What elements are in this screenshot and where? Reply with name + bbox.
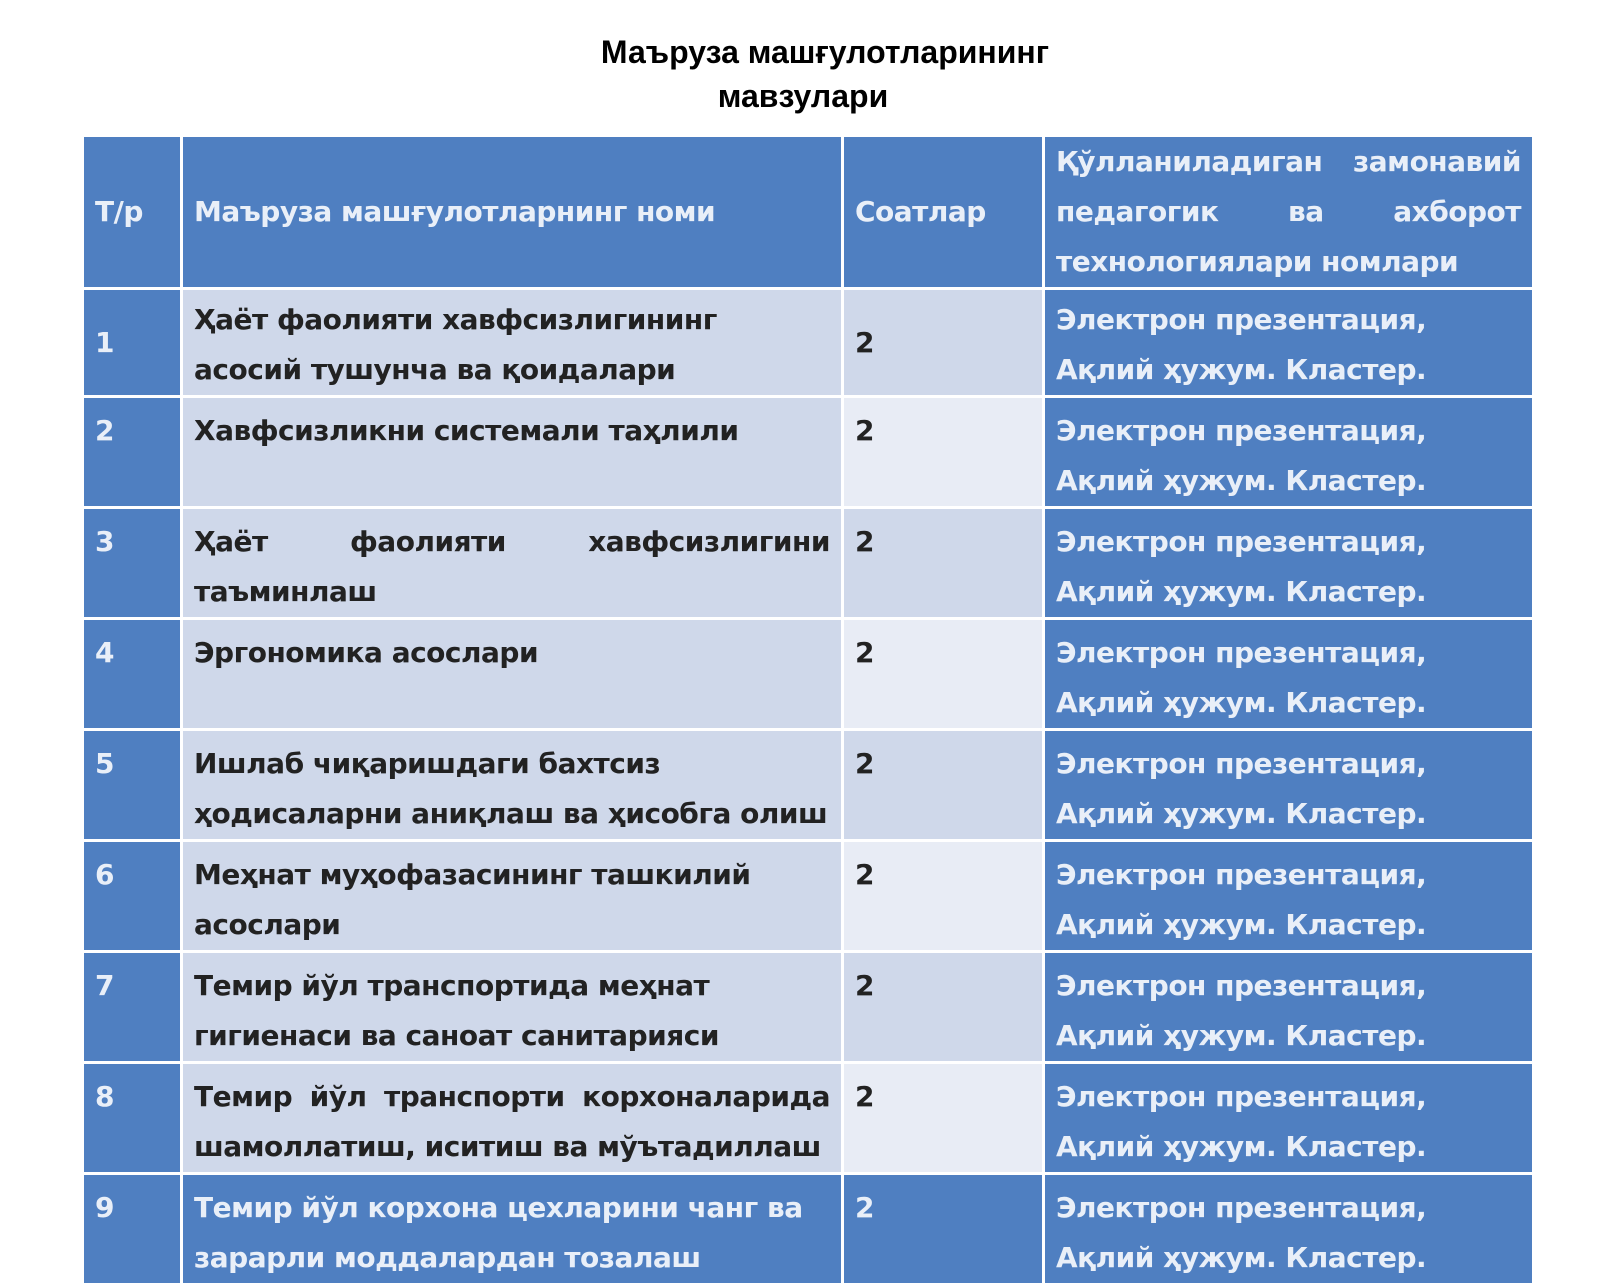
- row-hours: 2: [844, 1064, 1042, 1172]
- table-row: [84, 290, 1532, 395]
- row-number: 9: [84, 1175, 180, 1283]
- table-row: [84, 842, 1532, 950]
- row-number: 4: [84, 620, 180, 728]
- row-technologies: Электрон презентация, Ақлий ҳужум. Кластер.: [1045, 842, 1532, 950]
- table-row: [84, 509, 1532, 617]
- row-hours: 2: [844, 842, 1042, 950]
- header-technologies: Қўлланиладиган замонавий педагогик ва ахборот технологиялари номлари: [1045, 137, 1532, 287]
- row-lecture-name: Ишлаб чиқаришдаги бахтсиз ҳодисаларни аниқлаш ва ҳисобга олиш: [183, 731, 841, 839]
- row-technologies: Электрон презентация, Ақлий ҳужум. Кластер.: [1045, 620, 1532, 728]
- row-technologies: Электрон презентация, Ақлий ҳужум. Кластер.: [1045, 509, 1532, 617]
- row-hours: 2: [844, 1175, 1042, 1283]
- row-hours: 2: [844, 731, 1042, 839]
- row-number: 5: [84, 731, 180, 839]
- row-hours: 2: [844, 953, 1042, 1061]
- table-row: [84, 398, 1532, 506]
- row-number: 3: [84, 509, 180, 617]
- table-row: [84, 1175, 1532, 1283]
- header-lecture-name: Маъруза машғулотларнинг номи: [183, 137, 841, 287]
- row-number: 6: [84, 842, 180, 950]
- header-number: Т/р: [84, 137, 180, 287]
- page-title: [0, 30, 1600, 118]
- row-hours: 2: [844, 398, 1042, 506]
- table-row: [84, 731, 1532, 839]
- row-number: 8: [84, 1064, 180, 1172]
- row-technologies: Электрон презентация, Ақлий ҳужум. Кластер.: [1045, 1064, 1532, 1172]
- row-technologies: Электрон презентация, Ақлий ҳужум. Кластер.: [1045, 1175, 1532, 1283]
- row-lecture-name: Эргономика асослари: [183, 620, 841, 728]
- row-lecture-name: Ҳаёт фаолияти хавфсизлигининг асосий тушунча ва қоидалари: [183, 290, 841, 395]
- row-lecture-name: Темир йўл транспорти корхоналарида шамоллатиш, иситиш ва мўътадиллаш: [183, 1064, 841, 1172]
- table-row: [84, 620, 1532, 728]
- table-row: [84, 1064, 1532, 1172]
- row-lecture-name: Ҳаёт фаолияти хавфсизлигини таъминлаш: [183, 509, 841, 617]
- row-number: 7: [84, 953, 180, 1061]
- table-header-row: [84, 137, 1532, 287]
- row-technologies: Электрон презентация, Ақлий ҳужум. Кластер.: [1045, 953, 1532, 1061]
- row-hours: 2: [844, 509, 1042, 617]
- row-hours: 2: [844, 620, 1042, 728]
- row-hours: 2: [844, 290, 1042, 395]
- row-number: 1: [84, 290, 180, 395]
- row-number: 2: [84, 398, 180, 506]
- page-title-line-2: мавзулари: [717, 78, 889, 114]
- row-lecture-name: Темир йўл корхона цехларини чанг ва зарарли моддалардан тозалаш: [183, 1175, 841, 1283]
- row-lecture-name: Хавфсизликни системали таҳлили: [183, 398, 841, 506]
- row-technologies: Электрон презентация, Ақлий ҳужум. Кластер.: [1045, 290, 1532, 395]
- row-lecture-name: Темир йўл транспортида меҳнат гигиенаси ва саноат санитарияси: [183, 953, 841, 1061]
- page-title-line-1: Маъруза машғулотларининг: [600, 34, 1050, 70]
- row-technologies: Электрон презентация, Ақлий ҳужум. Кластер.: [1045, 398, 1532, 506]
- lecture-topics-table: [81, 134, 1535, 1286]
- row-technologies: Электрон презентация, Ақлий ҳужум. Кластер.: [1045, 731, 1532, 839]
- header-hours: Соатлар: [844, 137, 1042, 287]
- row-lecture-name: Меҳнат муҳофазасининг ташкилий асослари: [183, 842, 841, 950]
- table-row: [84, 953, 1532, 1061]
